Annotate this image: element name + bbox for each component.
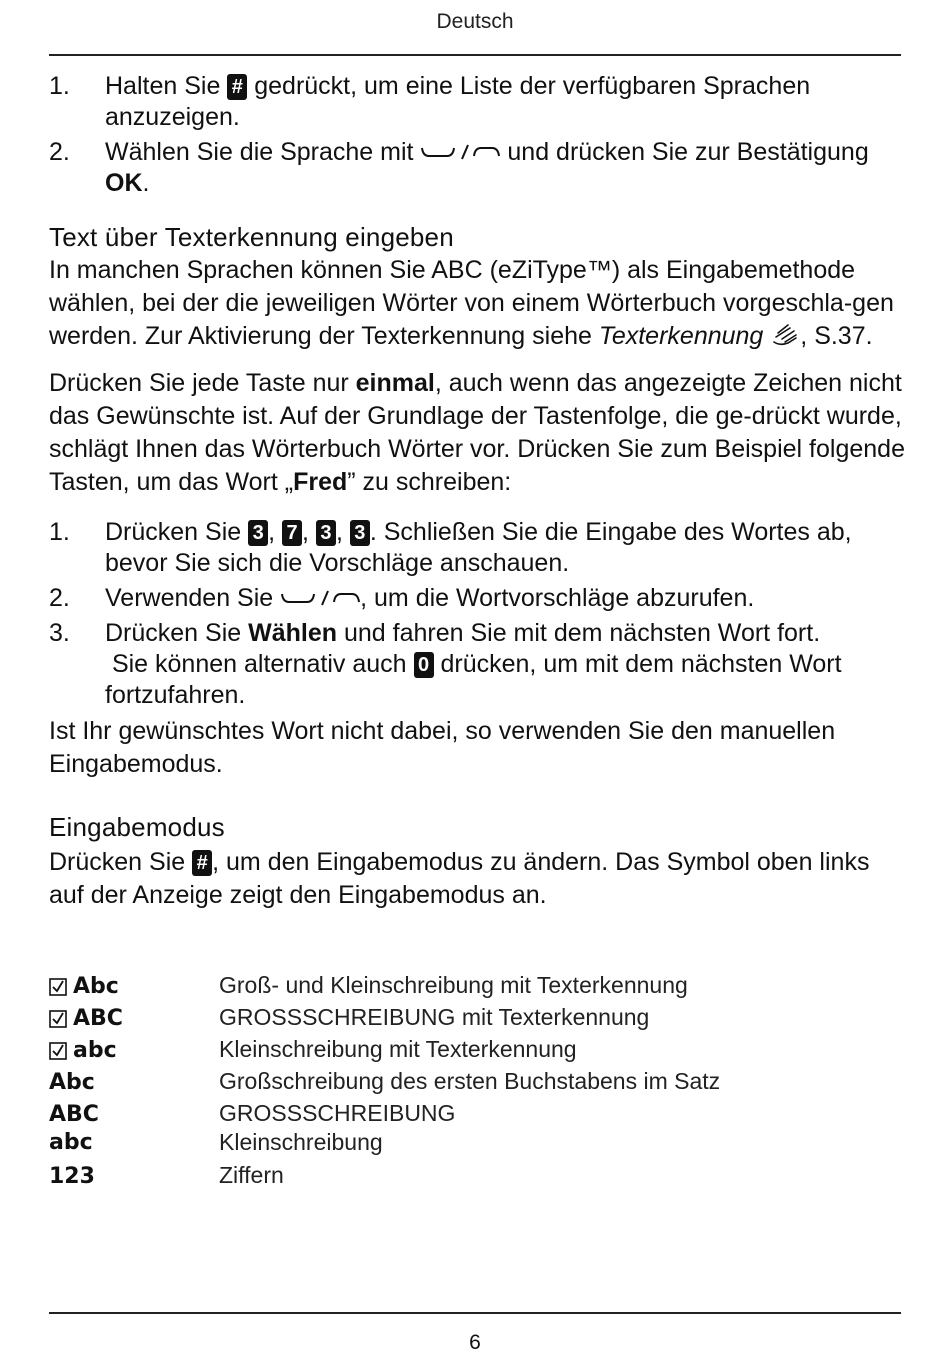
paragraph-text: Drücken Sie jede Taste nur [49,369,356,397]
list-item [49,137,909,199]
t9-checkbox-icon [49,978,67,996]
language-steps-list [49,71,909,199]
section-heading-input-mode: Eingabemodus [49,812,225,842]
section-heading-t9: Text über Texterkennung eingeben [49,222,454,252]
hash-key-icon: # [227,74,247,100]
key-0-icon: 0 [414,652,434,678]
key-3-icon: 3 [316,520,336,546]
step-text: Halten Sie [105,72,228,100]
table-row [49,1036,909,1068]
paragraph-text: , um den Eingabemodus zu ändern. Das Symbol oben links auf der Anzeige zeigt den Eingabemodus an. [49,848,870,909]
mode-code [49,1006,123,1031]
mode-code-text: ABC [73,1006,123,1031]
hand-icon [770,322,800,348]
list-item [49,583,909,614]
list-item [49,71,909,133]
list-item: 1. Drücken Sie 3 , 7 , 3 , 3 . Schließen Sie die Eingabe des Wortes ab, bevor Sie sich die Vorschläge anschauen. [49,518,852,577]
table-row [49,972,909,1004]
mode-description: GROSSSCHREIBUNG [219,1100,456,1126]
t9-checkbox-icon [49,1042,67,1060]
mode-description: Kleinschreibung mit Texterkennung [219,1036,577,1062]
navigation-keys-icon [280,588,360,608]
mode-code: abc [49,1130,93,1155]
footer-divider [49,1312,901,1314]
mode-description: Groß- und Kleinschreibung mit Texterkennung [219,972,688,998]
step-number: 1. [49,518,70,546]
t9-intro-paragraph [49,254,909,353]
page-number: 6 [469,1331,481,1354]
step-number: 1. [49,72,70,100]
key-3-icon: 3 [350,520,370,546]
example-word: Fred [293,468,348,496]
paragraph-text: In manchen Sprachen können Sie ABC (eZiType™) als Eingabemethode wählen, bei der die jeweiligen Wörter von einem Wörterbuch vorgeschla-gen werden. Zur Aktivierung der Texterkennung siehe [49,256,894,350]
einmal-emphasis: einmal [355,369,435,397]
mode-code-text: abc [73,1038,117,1063]
list-item [49,618,909,711]
step-number: 2. [49,138,70,166]
step-text: Wählen Sie die Sprache mit [105,138,421,166]
paragraph-text: ” zu schreiben: [347,468,512,496]
table-row [49,1162,909,1194]
step-number: 2. [49,584,70,612]
step-text: Verwenden Sie [105,584,281,612]
page-header-title: Deutsch [436,10,514,33]
table-row [49,1004,909,1036]
key-7-icon: 7 [282,520,302,546]
step-text: Drücken Sie [105,619,249,647]
table-row [49,1129,909,1162]
mode-code [49,1038,117,1063]
step-text: . [142,169,150,197]
step-text: Drücken Sie [105,518,249,546]
mode-description: Kleinschreibung [219,1129,383,1155]
step-text: gedrückt, um eine Liste der verfügbaren Sprachen anzuzeigen. [105,72,811,131]
main-content [49,71,909,912]
input-mode-paragraph [49,846,909,912]
paragraph-text: , auch wenn das angezeigte Zeichen nicht das Gewünschte ist. Auf der Grundlage der Tastenfolge, die ge-drückt wurde, schlägt Ihnen das Wörterbuch Wörter vor. Drücken Sie zum Beispiel folgende Tasten, um das Wort „ [49,369,905,496]
step-text: , um die Wortvorschläge abzurufen. [360,584,755,612]
step-number: 3. [49,619,70,647]
table-row [49,1068,909,1100]
mode-code: 123 [49,1164,95,1189]
step-text: . Schließen Sie die Eingabe des Wortes ab, bevor Sie sich die Vorschläge anschauen. [105,518,852,577]
header-divider [49,54,901,56]
step-text: drücken, um mit dem nächsten Wort fortzufahren. [105,650,842,709]
step-text: und fahren Sie mit dem nächsten Wort fort. [337,619,821,647]
t9-checkbox-icon [49,1010,67,1028]
navigation-keys-icon [420,142,500,162]
paragraph-text: , S.37. [800,322,873,350]
mode-description: Ziffern [219,1162,284,1188]
table-row [49,1100,909,1132]
texterkennung-reference: Texterkennung [598,322,764,350]
mode-code: ABC [49,1102,99,1127]
step-text: und drücken Sie zur Bestätigung [500,138,869,166]
key-3-icon: 3 [248,520,268,546]
mode-description: GROSSSCHREIBUNG mit Texterkennung [219,1004,650,1030]
mode-code-text: Abc [73,974,119,999]
mode-code [49,974,119,999]
example-steps-list [49,517,909,711]
mode-code: Abc [49,1070,95,1095]
paragraph-text: Drücken Sie [49,848,193,876]
hash-key-icon: # [192,850,212,876]
t9-usage-paragraph [49,367,909,499]
mode-description: Großschreibung des ersten Buchstabens im Satz [219,1068,721,1094]
step-text: Sie können alternativ auch [105,650,414,678]
waehlen-label: Wählen [248,619,338,647]
closing-paragraph: Ist Ihr gewünschtes Wort nicht dabei, so verwenden Sie den manuellen Eingabemodus. [49,717,836,778]
input-modes-table [49,972,909,1194]
ok-label: OK [105,169,143,197]
